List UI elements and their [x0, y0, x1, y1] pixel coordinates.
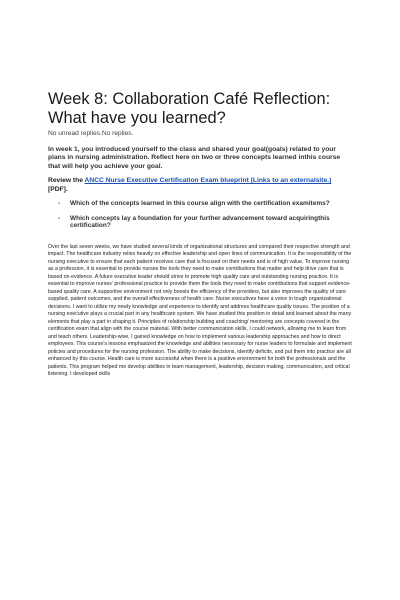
review-suffix: [PDF].: [48, 185, 68, 193]
prompt-intro: In week 1, you introduced yourself to the class and shared your goal(goals) related to your plans in nursing administration. Reflect here on two or three concepts learned inthis course that will help you achieve your goal.: [48, 146, 341, 170]
question-item: [58, 200, 352, 208]
replies-status: No unread replies.No replies.: [48, 130, 134, 137]
page-title: Week 8: Collaboration Café Reflection: What have you learned?: [48, 90, 331, 127]
question-item: [58, 215, 352, 230]
blueprint-link[interactable]: ANCC Nurse Executive Certification Exam blueprint (Links to an externalsite.): [84, 177, 332, 185]
bullet-marker: -: [58, 214, 61, 222]
question-text: Which of the concepts learned in this course align with the certification examitems?: [70, 200, 330, 208]
review-instruction: [48, 177, 352, 194]
section-spacer: [48, 237, 352, 244]
question-list: [48, 200, 352, 230]
bullet-marker: -: [58, 200, 61, 208]
question-text: Which concepts lay a foundation for your further advancement toward acquiringthis certification?: [70, 214, 330, 230]
review-prefix: Review the: [48, 177, 85, 185]
reflection-body: Over the last seven weeks, we have studied several kinds of organizational structures and compared their respective strength and impact. The healthcare industry relies heavily on effective leadership and open lines of communication. It is the responsibility of the nursing executive to ensure that each patient receives care that is focused on their needs and is of high value. To improve nursing as a profession, it is essential to provide nurses the tools they need to make contributions that matter and help drive care that is based on evidence. A future executive leader should strive to promote high quality care and outstanding nursing practice. It is essential to improve nurses' professional practice to provide them the tools they need to make contributions that support evidence-based quality care. A supportive environment not only boosts the efficiency of the providers, but also improves the quality of care supplied, patient outcomes, and the overall effectiveness of health care. Nurse executives have a voice in tough organizational decisions. I want to utilize my newly knowledge and experience to identify and address healthcare quality issues. The position of a nursing executive plays a crucial part in any healthcare system. We have studied this position in detail and learned about the many elements that play a part in shaping it. Principles of relationship building and coaching/ mentoring are concepts covered in the certification exam that align with the course material. With better communication skills, I could network, allowing me to learn from and teach others. Leadership-wise, I gained knowledge on how to implement various leadership approaches and how to direct employees. This course's lessons emphasized the knowledge and abilities necessary for nurse leaders to formulate and implement policies and procedures for the nursing profession. The ability to make decisions, identify deficits, and put them into practice are all enhanced by this course. Health care is more successful when there is a positive environment for both the professionals and the patients. This program helped me develop abilities in team management, leadership, decision making, communication, and critical listening. I developed skills: [48, 243, 352, 378]
